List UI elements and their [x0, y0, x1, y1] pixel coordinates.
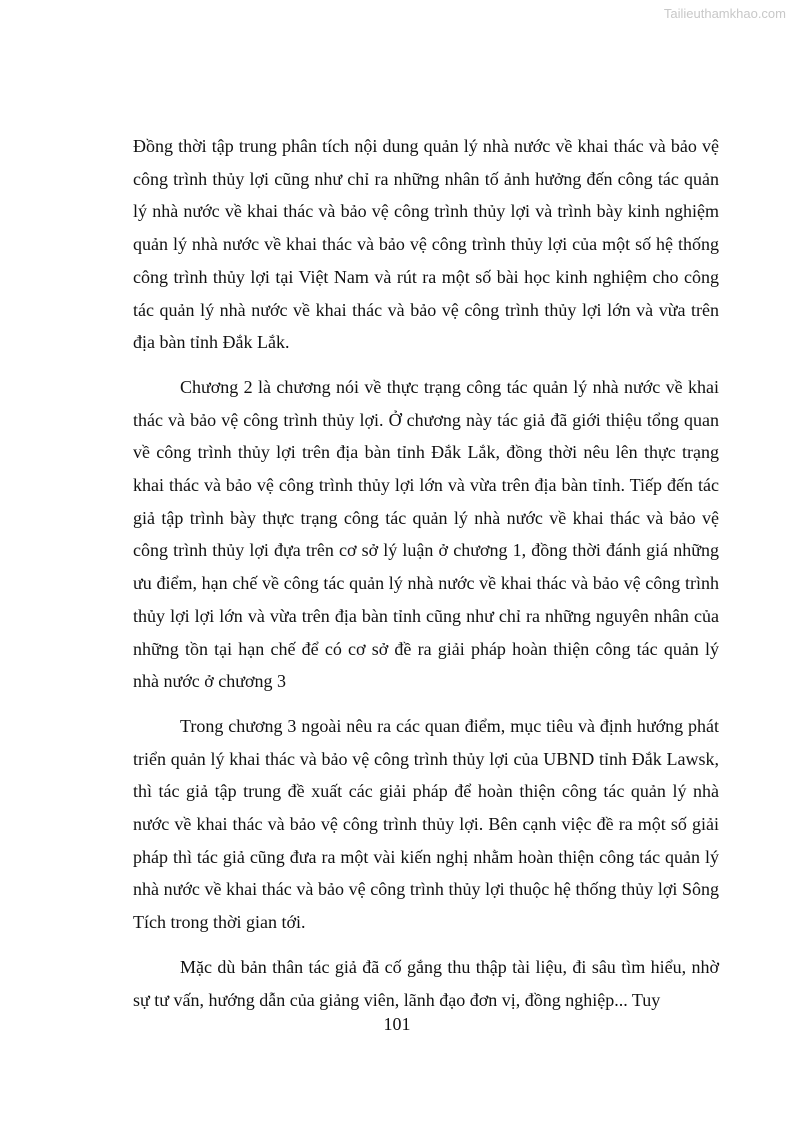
paragraph-3: Trong chương 3 ngoài nêu ra các quan điểm, mục tiêu và định hướng phát triển quản lý khai thác và bảo vệ công trình thủy lợi của UBND tỉnh Đắk Lawsk, thì tác giả tập trung đề xuất các giải pháp để hoàn thiện công tác quản lý nhà nước về khai thác và bảo vệ công trình thủy lợi. Bên cạnh việc đề ra một số giải pháp thì tác giả cũng đưa ra một vài kiến nghị nhằm hoàn thiện công tác quản lý nhà nước về khai thác và bảo vệ công trình thủy lợi thuộc hệ thống thủy lợi Sông Tích trong thời gian tới.	[133, 715, 719, 933]
paragraph-1: Đồng thời tập trung phân tích nội dung quản lý nhà nước về khai thác và bảo vệ công trình thủy lợi cũng như chỉ ra những nhân tố ảnh hưởng đến công tác quản lý nhà nước về khai thác và bảo vệ công trình thủy lợi và trình bày kinh nghiệm quản lý nhà nước về khai thác và bảo vệ công trình thủy lợi của một số hệ thống công trình thủy lợi tại Việt Nam và rút ra một số bài học kinh nghiệm cho công tác quản lý nhà nước về khai thác và bảo vệ công trình thủy lợi lớn và vừa trên địa bàn tỉnh Đắk Lắk.	[133, 136, 719, 353]
paragraph-4: Mặc dù bản thân tác giả đã cố gắng thu thập tài liệu, đi sâu tìm hiểu, nhờ sự tư vấn, hướng dẫn của giảng viên, lãnh đạo đơn vị, đồng nghiệp... Tuy	[133, 956, 719, 1010]
document-body	[133, 130, 719, 1028]
page-number: 101	[383, 1014, 411, 1034]
watermark: Tailieuthamkhao.com	[663, 6, 786, 21]
paragraph-2: Chương 2 là chương nói về thực trạng công tác quản lý nhà nước về khai thác và bảo vệ công trình thủy lợi. Ở chương này tác giả đã giới thiệu tổng quan về công trình thủy lợi trên địa bàn tỉnh Đắk Lắk, đồng thời nêu lên thực trạng khai thác và bảo vệ công trình thủy lợi lớn và vừa trên địa bàn tỉnh. Tiếp đến tác giả tập trình bày thực trạng công tác quản lý nhà nước về khai thác và bảo vệ công trình thủy lợi đựa trên cơ sở lý luận ở chương 1, đồng thời đánh giá những ưu điểm, hạn chế về công tác quản lý nhà nước về khai thác và bảo vệ công trình thủy lợi lợi lớn và vừa trên địa bàn tỉnh cũng như chỉ ra những nguyên nhân của những tồn tại hạn chế để có cơ sở đề ra giải pháp hoàn thiện công tác quản lý nhà nước ở chương 3	[133, 376, 719, 692]
